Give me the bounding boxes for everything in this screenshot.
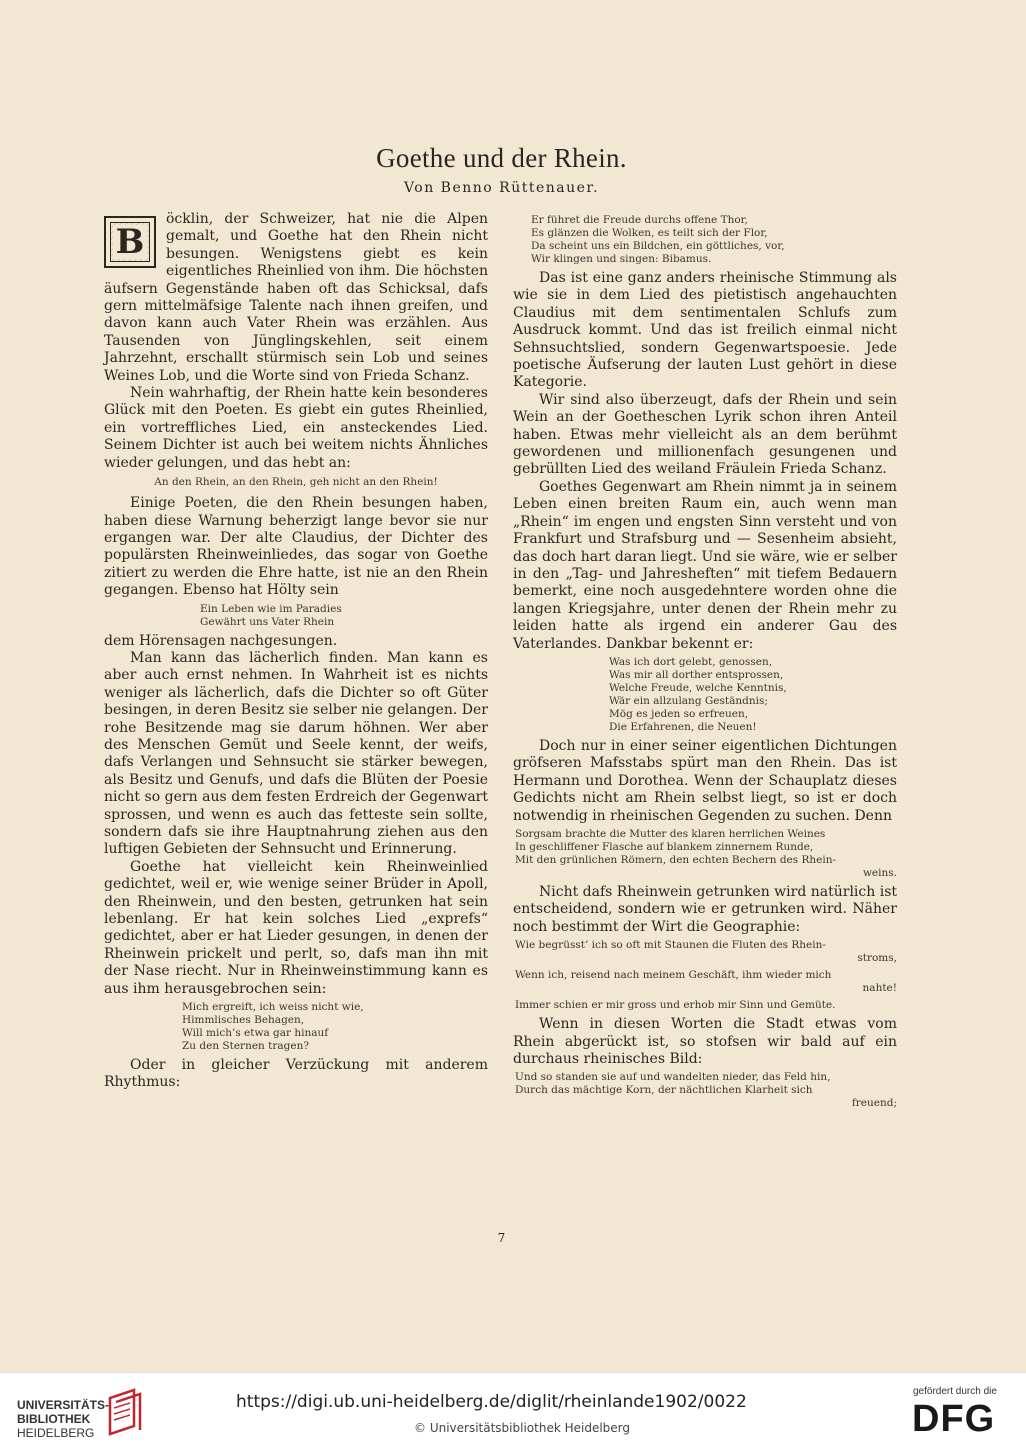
verse-line: Mich ergreift, ich weiss nicht wie, <box>182 1001 364 1014</box>
paragraph: dem Hörensagen nachgesungen. <box>104 632 338 649</box>
library-book-icon <box>104 1386 146 1438</box>
verse-line: Wie begrüsst’ ich so oft mit Staunen die Fluten des Rhein- <box>515 939 826 952</box>
verse-quote <box>104 603 488 629</box>
verse-line: Welche Freude, welche Kenntnis, <box>609 681 787 694</box>
verse-line: Wär ein allzulang Geständnis; <box>609 694 768 707</box>
verse-line: Es glänzen die Wolken, es teilt sich der Flor, <box>531 227 768 239</box>
verse-line: Ein Leben wie im Paradies <box>200 602 342 615</box>
verse-quote <box>513 939 897 965</box>
verse-line: Wenn ich, reisend nach meinem Geschäft, ihm wieder mich <box>515 969 832 982</box>
verse-quote <box>104 1001 488 1053</box>
paragraph: Nein wahrhaftig, der Rhein hatte kein besonderes Glück mit den Poeten. Es giebt ein gutes Rheinlied, ein vortreffliches Lied, ein ansteckendes Lied. Seinem Dichter ist auch bei weitem nichts Ähnliches wieder gelungen, und das hebt an: <box>104 385 488 471</box>
paragraph: Wir sind also überzeugt, dafs der Rhein und sein Wein an der Goetheschen Lyrik schon ihren Anteil haben. Etwas mehr vielleicht als an dem berühmt gewordenen und millionenfach gesungenen und gebrüllten Lied des weiland Fräulein Frieda Schanz. <box>513 391 897 478</box>
verse-line: Wir klingen und singen: Bibamus. <box>531 253 712 265</box>
verse-quote <box>104 476 488 489</box>
funding-label: gefördert durch die <box>913 1386 997 1397</box>
paragraph: Man kann das lächerlich finden. Man kann es aber auch ernst nehmen. In Wahrheit ist es nichts weniger als lächerlich, dafs die Dichter so oft Güter besingen, in deren Besitz sie selber nie gelangen. Der rohe Besitzende mag sie darum höhnen. Wer aber des Menschen Gemüt und Seele kennt, der weifs, dafs Verlangen und Sehnsucht sie stärker bewegen, als Besitz und Genufs, und dafs die Blüten der Poesie nicht so gern aus dem festen Erdreich der Gegenwart sprossen, und wenn es auch das fetteste sein sollte, sondern dafs sie ihre Hauptnahrung ziehen aus den luftigen Gebieten der Sehnsucht und Erinnerung. <box>104 649 488 858</box>
verse-line: An den Rhein, an den Rhein, geh nicht an den Rhein! <box>154 476 438 489</box>
dropcap-letter: B <box>113 225 148 259</box>
verse-quote <box>513 999 897 1012</box>
article-title: Goethe und der Rhein. <box>376 143 627 173</box>
verse-runover: weins. <box>862 866 897 879</box>
verse-runover: stroms, <box>857 952 897 965</box>
verse-line: Sorgsam brachte die Mutter des klaren herrlichen Weines <box>515 827 826 840</box>
verse-quote <box>513 214 897 266</box>
verse-line: Die Erfahrenen, die Neuen! <box>609 720 757 733</box>
verse-line: Er führet die Freude durchs offene Thor, <box>531 214 748 226</box>
dfg-logo[interactable]: DFG <box>912 1398 996 1440</box>
verse-line: Immer schien er mir gross und erhob mir Sinn und Gemüte. <box>515 999 836 1012</box>
article-byline: Von Benno Rüttenauer. <box>403 180 600 196</box>
paragraph: Oder in gleicher Verzückung mit anderem Rhythmus: <box>104 1057 488 1091</box>
left-column <box>104 211 488 1092</box>
paragraph: Einige Poeten, die den Rhein besungen haben, haben diese Warnung beherzigt lange bevor sie nur ergangen war. Der alte Claudius, der Dichter des populärsten Rheinweinliedes, das sogar von Goethe zitiert zu werden die Ehre hatte, ist nie an den Rhein gegangen. Ebenso hat Hölty sein <box>104 495 488 599</box>
paragraph: Goethe hat vielleicht kein Rheinweinlied gedichtet, weil er, wie wenige seiner Brüder in Apoll, den Rheinwein, und den besten, getrunken hat sein lebenlang. Er hat kein solches Lied „exprefs“ gedichtet, aber er hat Lieder gesungen, in denen der Rheinwein prickelt und perlt, so, dafs man ihn mit der Nase riecht. Nur in Rheinweinstimmung kann es aus ihm herausgebrochen sein: <box>104 858 488 997</box>
library-name-line2: BIBLIOTHEK <box>17 1412 91 1426</box>
verse-line: Was mir all dorther entsprossen, <box>609 668 784 681</box>
library-name-line3: HEIDELBERG <box>17 1426 95 1440</box>
verse-line: In geschliffener Flasche auf blankem zinnernem Runde, <box>515 840 814 853</box>
paragraph: B öcklin, der Schweizer, hat nie die Alpen gemalt, und Goethe hat den Rhein nicht besungen. Wenigstens giebt es kein eigentliches Rheinlied von ihm. Die höchsten äufsern Gegenstände haben oft das Schicksal, dafs gern mittelmäfsige Talente nach ihnen greifen, und davon kann auch Vater Rhein was erzählen. Aus Tausenden von Jünglingskehlen, seit einem Jahrzehnt, erschallt stürmisch sein Lob und seines Weines Lob, und die Worte sind von Frieda Schanz. <box>104 211 488 384</box>
verse-runover: nahte! <box>862 982 897 995</box>
verse-line: Und so standen sie auf und wandelten nieder, das Feld hin, <box>515 1071 831 1084</box>
verse-line: Mit den grünlichen Römern, den echten Bechern des Rhein- <box>515 853 837 866</box>
verse-quote <box>513 828 897 880</box>
verse-quote <box>513 656 897 734</box>
permalink-url[interactable]: https://digi.ub.uni-heidelberg.de/diglit/rheinlande1902/0022 <box>236 1392 747 1412</box>
right-column <box>513 211 897 1114</box>
paragraph: Doch nur in einer seiner eigentlichen Dichtungen gröfseren Mafsstabs spürt man den Rhein. Das ist Hermann und Dorothea. Wenn der Schauplatz dieses Gedichts nicht am Rhein selbst liegt, so ist er doch notwendig in rheinischen Gegenden zu suchen. Denn <box>513 737 897 824</box>
verse-line: Zu den Sternen tragen? <box>182 1040 309 1053</box>
library-name-line1: UNIVERSITÄTS- <box>17 1398 110 1412</box>
paragraph: Nicht dafs Rheinwein getrunken wird natürlich ist entscheidend, sondern wie er getrunken wird. Näher noch bestimmt der Wirt die Geographie: <box>513 883 897 935</box>
verse-quote <box>513 969 897 995</box>
decorative-initial-icon <box>104 216 156 268</box>
paragraph: Goethes Gegenwart am Rhein nimmt ja in seinem Leben einen breiten Raum ein, auch wenn man „Rhein“ im engen und engsten Sinn versteht und von Frankfurt und Strafsburg und — Sesenheim absieht, das doch hart daran liegt. Und sie wäre, wie er selber in den „Tag- und Jahresheften“ mit tiefem Bedauern bemerkt, eine noch ausgedehntere worden ohne die langen Kriegsjahre, unter denen der Rhein mehr zu leiden hatte als irgend ein anderer Gau des Vaterlandes. Dankbar bekennt er: <box>513 478 897 652</box>
paragraph: Das ist eine ganz anders rheinische Stimmung als wie sie in dem Lied des pietistisch angehauchten Claudius mit dem sentimentalen Schlufs zum Ausdruck kommt. Und das ist freilich einmal nicht Sehnsuchtslied, sondern Gegenwartspoesie. Jede poetische Äufserung der lauten Lust gehört in diese Kategorie. <box>513 270 897 391</box>
paragraph: Wenn in diesen Worten die Stadt etwas vom Rhein abgerückt ist, so stofsen wir bald auf ein durchaus rheinisches Bild: <box>513 1016 897 1067</box>
verse-line: Gewährt uns Vater Rhein <box>200 615 335 628</box>
viewer-footer <box>0 1372 1026 1452</box>
verse-line: Mög es jeden so erfreuen, <box>609 707 749 720</box>
verse-line: Will mich’s etwa gar hinauf <box>182 1027 329 1040</box>
verse-runover: freuend; <box>851 1097 897 1110</box>
copyright-notice: © Universitätsbibliothek Heidelberg <box>414 1421 631 1435</box>
page-number: 7 <box>497 1231 506 1245</box>
verse-line: Was ich dort gelebt, genossen, <box>609 655 773 668</box>
verse-line: Himmlisches Behagen, <box>182 1014 305 1027</box>
university-library-logo[interactable] <box>17 1398 109 1440</box>
verse-line: Da scheint uns ein Bildchen, ein göttliches, vor, <box>531 240 785 252</box>
verse-quote <box>513 1071 897 1110</box>
verse-line: Durch das mächtige Korn, der nächtlichen Klarheit sich <box>515 1084 813 1097</box>
